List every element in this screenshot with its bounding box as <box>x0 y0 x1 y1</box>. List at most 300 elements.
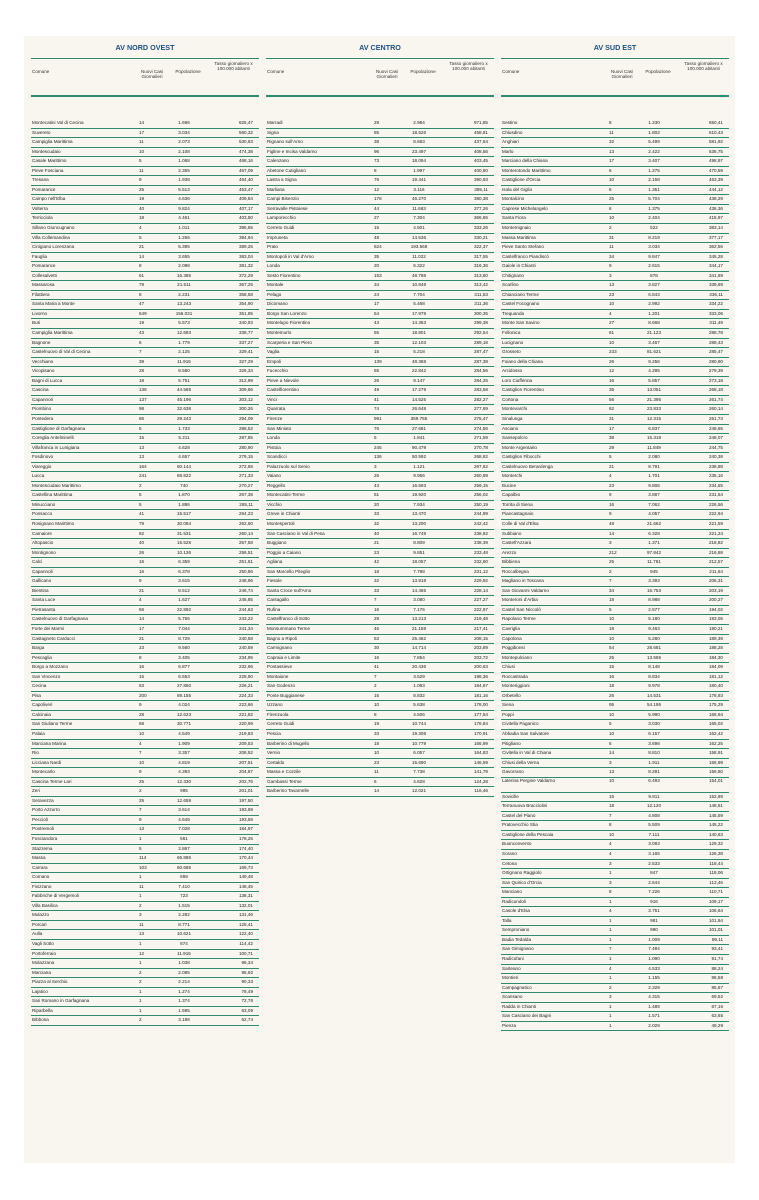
cell-tasso: 453,47 <box>238 186 253 192</box>
cell-popolazione: 5.857 <box>648 377 660 383</box>
cell-nuovi-casi: 164 <box>139 463 147 469</box>
cell-comune: Bibbiena <box>502 559 520 565</box>
table-row <box>31 262 259 272</box>
cell-nuovi-casi: 41 <box>374 396 380 402</box>
cell-comune: Chiusi della Verna <box>502 759 540 765</box>
cell-popolazione: 6.157 <box>648 731 660 736</box>
table-row <box>31 195 259 205</box>
cell-tasso: 264,23 <box>238 511 253 517</box>
cell-popolazione: 4.461 <box>178 215 190 221</box>
cell-popolazione: 2.533 <box>648 860 660 866</box>
cell-popolazione: 3.614 <box>178 807 190 813</box>
table-row <box>266 415 494 425</box>
table-row <box>266 644 494 654</box>
cell-popolazione: 5.280 <box>648 635 660 641</box>
cell-nuovi-casi: 10 <box>609 731 615 736</box>
cell-popolazione: 2.098 <box>178 263 190 269</box>
cell-popolazione: 3.698 <box>648 740 660 746</box>
table-row <box>266 577 494 587</box>
cell-nuovi-casi: 14 <box>609 530 615 536</box>
cell-comune: Pietrasanta <box>32 606 56 612</box>
cell-popolazione: 27.850 <box>176 683 192 689</box>
cell-nuovi-casi: 245 <box>374 444 382 450</box>
cell-nuovi-casi: 28 <box>139 368 145 374</box>
cell-comune: Castagneto Carducci <box>32 635 75 641</box>
cell-comune: Porto Azzurro <box>32 807 60 813</box>
cell-popolazione: 2.355 <box>178 167 190 173</box>
cell-popolazione: 561 <box>180 836 188 842</box>
cell-popolazione: 2.867 <box>178 845 190 851</box>
cell-comune: Buggiano <box>267 540 287 546</box>
cell-tasso: 95,92 <box>241 969 253 975</box>
cell-comune: Manciano <box>502 889 522 895</box>
table-row <box>501 482 729 492</box>
cell-comune: Monsummano Terme <box>267 625 311 631</box>
cell-nuovi-casi: 3 <box>609 879 612 885</box>
cell-nuovi-casi: 73 <box>374 158 380 164</box>
table-row <box>31 797 259 807</box>
cell-nuovi-casi: 8 <box>374 167 377 173</box>
cell-nuovi-casi: 7 <box>609 578 612 584</box>
section-nord-ovest <box>31 36 259 1026</box>
table-row <box>501 549 729 559</box>
cell-tasso: 268,18 <box>708 387 723 393</box>
cell-comune: Londa <box>267 435 280 441</box>
cell-comune: Pontedera <box>32 415 54 421</box>
cell-comune: Quarrata <box>267 406 286 412</box>
cell-tasso: 235,16 <box>708 473 723 479</box>
cell-comune: Castel San Niccolò <box>502 606 541 612</box>
cell-tasso: 222,97 <box>473 606 488 612</box>
table-row <box>501 936 729 946</box>
cell-tasso: 233,48 <box>473 549 488 555</box>
cell-nuovi-casi: 14 <box>139 253 145 259</box>
table-row <box>31 988 259 998</box>
cell-popolazione: 1.886 <box>178 501 190 507</box>
cell-comune: Firenzuola <box>267 711 289 717</box>
cell-popolazione: 847 <box>650 870 658 876</box>
cell-popolazione: 14.525 <box>411 396 427 402</box>
table-row <box>501 682 729 692</box>
cell-nuovi-casi: 38 <box>374 139 380 145</box>
cell-popolazione: 522 <box>650 225 658 231</box>
table-row <box>501 425 729 435</box>
cell-popolazione: 9.147 <box>413 377 425 383</box>
cell-popolazione: 4.657 <box>178 454 190 460</box>
cell-popolazione: 3.827 <box>648 282 660 288</box>
header-popolazione: Popolazione <box>645 69 671 74</box>
cell-comune: Lajatico <box>32 988 48 994</box>
cell-popolazione: 874 <box>180 941 188 947</box>
table-row <box>31 682 259 692</box>
cell-comune: Altopascio <box>32 540 54 546</box>
cell-popolazione: 3.188 <box>178 1017 190 1023</box>
cell-comune: Peccioli <box>32 816 48 822</box>
cell-tasso: 177,54 <box>473 711 488 717</box>
cell-popolazione: 13.243 <box>176 301 192 307</box>
table-row <box>266 358 494 368</box>
table-row <box>501 1012 729 1022</box>
cell-tasso: 190,21 <box>708 625 723 631</box>
cell-tasso: 241,34 <box>238 625 253 631</box>
cell-popolazione: 7.226 <box>648 889 660 895</box>
cell-comune: Greve in Chianti <box>267 511 300 517</box>
cell-popolazione: 5.990 <box>648 711 660 717</box>
table-row <box>501 510 729 520</box>
cell-tasso: 437,64 <box>473 139 488 145</box>
cell-tasso: 289,18 <box>473 339 488 345</box>
cell-nuovi-casi: 1 <box>609 898 612 904</box>
cell-popolazione: 5.704 <box>648 196 660 202</box>
cell-comune: Follonica <box>502 330 521 336</box>
cell-comune: Castelnuovo Berardenga <box>502 463 553 469</box>
cell-popolazione: 48.788 <box>411 272 427 278</box>
table-row <box>31 720 259 730</box>
cell-tasso: 390,93 <box>473 177 488 183</box>
table-row <box>31 740 259 750</box>
cell-comune: Arcidosso <box>502 368 523 374</box>
table-row <box>266 214 494 224</box>
cell-popolazione: 5.395 <box>178 244 190 250</box>
cell-tasso: 272,68 <box>238 463 253 469</box>
table-row <box>31 434 259 444</box>
cell-popolazione: 3.393 <box>648 578 660 584</box>
cell-tasso: 383,04 <box>238 253 253 259</box>
cell-popolazione: 12.330 <box>176 778 192 784</box>
cell-nuovi-casi: 16 <box>609 377 615 383</box>
cell-comune: Lamporecchio <box>267 215 296 221</box>
table-row <box>501 195 729 205</box>
cell-popolazione: 3.405 <box>178 654 190 660</box>
cell-popolazione: 2.992 <box>648 301 660 307</box>
cell-popolazione: 1.627 <box>178 597 190 603</box>
cell-tasso: 377,17 <box>708 234 723 240</box>
cell-nuovi-casi: 18 <box>609 625 615 631</box>
cell-popolazione: 1.266 <box>178 234 190 240</box>
cell-comune: Sesto Fiorentino <box>267 272 301 278</box>
cell-popolazione: 8.810 <box>648 750 660 756</box>
cell-tasso: 208,15 <box>473 635 488 641</box>
cell-popolazione: 9.956 <box>413 473 425 479</box>
cell-tasso: 244,75 <box>708 444 723 450</box>
table-row <box>266 491 494 501</box>
cell-tasso: 234,55 <box>708 482 723 488</box>
cell-popolazione: 11.022 <box>412 253 426 259</box>
cell-comune: Riparbella <box>32 1007 53 1013</box>
header-comune: Comune <box>502 69 520 74</box>
cell-popolazione: 66.886 <box>176 855 192 861</box>
cell-nuovi-casi: 2 <box>139 969 142 975</box>
cell-popolazione: 5.509 <box>648 822 660 828</box>
cell-tasso: 221,82 <box>238 711 253 717</box>
cell-tasso: 227,27 <box>473 597 488 603</box>
cell-comune: Bientina <box>32 587 49 593</box>
table-row <box>31 138 259 148</box>
cell-popolazione: 6.553 <box>178 673 190 679</box>
table-row <box>31 959 259 969</box>
cell-nuovi-casi: 136 <box>374 454 382 460</box>
cell-popolazione: 2.085 <box>178 969 190 975</box>
cell-popolazione: 1.155 <box>648 975 660 981</box>
table-row <box>501 965 729 975</box>
cell-comune: Castel del Piano <box>502 812 536 818</box>
cell-nuovi-casi: 5 <box>139 845 142 851</box>
cell-comune: Certaldo <box>267 759 285 765</box>
cell-comune: Rufina <box>267 606 281 612</box>
cell-popolazione: 6.057 <box>413 750 425 756</box>
cell-popolazione: 9.560 <box>178 645 190 651</box>
table-row <box>501 558 729 568</box>
cell-popolazione: 3.467 <box>648 339 660 345</box>
cell-tasso: 268,82 <box>473 454 488 460</box>
table-row <box>501 348 729 358</box>
cell-tasso: 72,78 <box>241 998 253 1004</box>
cell-comune: Fabbriche di Vergemoli <box>32 893 79 899</box>
cell-tasso: 400,60 <box>473 167 488 173</box>
cell-tasso: 265,11 <box>239 501 253 507</box>
table-row <box>501 310 729 320</box>
cell-tasso: 287,85 <box>238 435 253 441</box>
cell-comune: Chitignano <box>502 272 524 278</box>
cell-comune: Rio <box>32 750 39 756</box>
cell-tasso: 351,85 <box>238 310 253 316</box>
cell-tasso: 240,38 <box>708 454 723 460</box>
cell-nuovi-casi: 11 <box>139 883 144 889</box>
cell-nuovi-casi: 2 <box>609 568 612 574</box>
table-row <box>501 711 729 721</box>
cell-nuovi-casi: 19 <box>374 721 380 727</box>
cell-nuovi-casi: 1 <box>609 927 612 933</box>
table-row <box>501 898 729 908</box>
cell-comune: San Casciano in Val di Pesa <box>267 530 325 536</box>
table-row <box>266 463 494 473</box>
table-row <box>31 549 259 559</box>
table-body <box>31 119 259 1026</box>
cell-tasso: 67,16 <box>711 1003 723 1009</box>
cell-tasso: 334,22 <box>708 301 723 307</box>
cell-tasso: 311,53 <box>474 291 488 297</box>
cell-tasso: 100,71 <box>238 950 253 956</box>
cell-nuovi-casi: 153 <box>374 272 382 278</box>
cell-nuovi-casi: 26 <box>139 549 145 555</box>
header-nuovi-casi: Nuovi Casi Giornalieri <box>140 69 164 80</box>
table-row <box>266 272 494 282</box>
table-body <box>501 119 729 1031</box>
cell-popolazione: 5.751 <box>178 377 190 383</box>
cell-tasso: 86,58 <box>711 975 723 981</box>
cell-nuovi-casi: 2 <box>609 984 612 990</box>
cell-nuovi-casi: 2 <box>374 683 377 689</box>
cell-popolazione: 2.644 <box>648 879 660 885</box>
cell-nuovi-casi: 43 <box>139 330 145 336</box>
cell-comune: Scansano <box>502 994 523 1000</box>
cell-tasso: 180,40 <box>708 683 723 689</box>
cell-nuovi-casi: 61 <box>609 330 615 336</box>
cell-tasso: 287,47 <box>473 349 488 355</box>
cell-comune: Calcinaia <box>32 711 51 717</box>
cell-popolazione: 1.911 <box>648 759 660 765</box>
table-row <box>501 831 729 841</box>
cell-comune: Vinci <box>267 396 277 402</box>
cell-popolazione: 60.685 <box>176 864 192 870</box>
cell-comune: Pomarance <box>32 186 56 192</box>
cell-nuovi-casi: 47 <box>139 301 145 307</box>
cell-popolazione: 12.120 <box>646 803 662 809</box>
cell-comune: Castiglione di Garfagnana <box>32 425 86 431</box>
cell-tasso: 132,01 <box>238 902 253 908</box>
cell-popolazione: 4.057 <box>648 511 660 517</box>
cell-popolazione: 15.528 <box>176 540 192 546</box>
cell-comune: Pomarance <box>32 263 56 269</box>
cell-comune: Scarlino <box>502 282 519 288</box>
cell-nuovi-casi: 32 <box>374 578 380 584</box>
table-row <box>266 606 494 616</box>
cell-nuovi-casi: 4 <box>139 597 142 603</box>
cell-nuovi-casi: 5 <box>139 425 142 431</box>
cell-tasso: 162,42 <box>708 731 723 736</box>
cell-tasso: 148,45 <box>238 883 253 889</box>
cell-comune: Palaia <box>32 731 45 736</box>
cell-tasso: 170,44 <box>238 855 253 861</box>
cell-comune: Londa <box>267 263 280 269</box>
cell-nuovi-casi: 5 <box>609 454 612 460</box>
cell-tasso: 63,09 <box>241 1007 253 1013</box>
cell-nuovi-casi: 8 <box>609 822 612 828</box>
cell-nuovi-casi: 8 <box>374 711 377 717</box>
cell-tasso: 389,25 <box>238 244 253 250</box>
cell-popolazione: 1.779 <box>178 339 190 345</box>
cell-popolazione: 6.359 <box>178 559 190 565</box>
cell-nuovi-casi: 1 <box>139 893 142 899</box>
cell-nuovi-casi: 18 <box>374 740 380 746</box>
cell-tasso: 341,69 <box>708 272 723 278</box>
table-row <box>501 138 729 148</box>
table-row <box>266 539 494 549</box>
cell-tasso: 250,19 <box>473 501 488 507</box>
cell-tasso: 229,92 <box>473 578 488 584</box>
cell-comune: Vaiano <box>267 473 281 479</box>
cell-tasso: 438,29 <box>708 196 723 202</box>
cell-nuovi-casi: 46 <box>374 625 380 631</box>
cell-nuovi-casi: 17 <box>139 129 145 135</box>
cell-nuovi-casi: 10 <box>609 831 615 837</box>
cell-nuovi-casi: 233 <box>609 349 617 355</box>
cell-popolazione: 48.368 <box>411 358 427 364</box>
cell-nuovi-casi: 33 <box>374 731 380 736</box>
cell-tasso: 581,92 <box>708 139 723 145</box>
cell-tasso: 231,12 <box>473 568 488 574</box>
table-row <box>501 329 729 339</box>
cell-comune: Montespertoli <box>267 520 295 526</box>
table-row <box>501 358 729 368</box>
cell-popolazione: 4.649 <box>178 816 190 822</box>
cell-nuovi-casi: 30 <box>374 645 380 651</box>
cell-comune: Castellina Marittima <box>32 492 73 498</box>
cell-comune: Portoferraio <box>32 950 57 956</box>
cell-comune: Capannori <box>32 396 54 402</box>
cell-nuovi-casi: 5 <box>374 435 377 441</box>
cell-popolazione: 3.093 <box>648 841 660 847</box>
cell-nuovi-casi: 2 <box>139 979 142 985</box>
cell-comune: Piancastagnaio <box>502 511 534 517</box>
table-row <box>501 291 729 301</box>
cell-popolazione: 995 <box>180 788 188 794</box>
cell-tasso: 288,52 <box>238 425 253 431</box>
cell-tasso: 470,59 <box>708 167 723 173</box>
cell-tasso: 129,32 <box>708 841 723 847</box>
cell-nuovi-casi: 3 <box>139 912 142 918</box>
cell-comune: Bagni di Lucca <box>32 377 63 383</box>
cell-comune: Uzzano <box>267 702 283 708</box>
header-tasso: Tasso giornaliero x 100.000 abitanti <box>214 61 253 72</box>
table-row <box>266 740 494 750</box>
cell-tasso: 536,75 <box>708 148 723 154</box>
cell-tasso: 474,38 <box>238 148 253 154</box>
cell-popolazione: 981 <box>650 917 658 923</box>
table-row <box>501 243 729 253</box>
cell-popolazione: 44.565 <box>176 387 192 393</box>
table-row <box>501 615 729 625</box>
cell-tasso: 246,74 <box>238 587 253 593</box>
cell-tasso: 277,69 <box>473 406 488 412</box>
cell-popolazione: 5.573 <box>178 320 190 326</box>
cell-tasso: 201,01 <box>238 788 253 794</box>
cell-comune: Cantagallo <box>267 597 289 603</box>
cell-popolazione: 2.577 <box>648 606 660 612</box>
table-row <box>31 816 259 826</box>
cell-comune: San Giuliano Terme <box>32 721 73 727</box>
table-row <box>266 186 494 196</box>
cell-popolazione: 23.497 <box>411 148 427 154</box>
cell-popolazione: 30.084 <box>176 520 192 526</box>
cell-nuovi-casi: 18 <box>609 597 615 603</box>
table-row <box>31 1007 259 1017</box>
table-row <box>266 596 494 606</box>
cell-comune: Bucine <box>502 482 517 488</box>
cell-nuovi-casi: 13 <box>139 454 145 460</box>
cell-comune: Buti <box>32 320 40 326</box>
cell-comune: Prato <box>267 244 278 250</box>
cell-popolazione: 3.034 <box>178 129 190 135</box>
cell-nuovi-casi: 26 <box>609 358 615 364</box>
cell-tasso: 339,69 <box>708 282 723 288</box>
cell-comune: Molazzana <box>32 960 55 966</box>
cell-tasso: 219,48 <box>473 616 488 622</box>
table-row <box>31 463 259 473</box>
cell-comune: Montale <box>267 282 284 288</box>
cell-comune: Massa e Cozzile <box>267 769 301 775</box>
cell-nuovi-casi: 23 <box>374 759 380 765</box>
cell-tasso: 271,33 <box>238 473 253 479</box>
cell-nuovi-casi: 96 <box>374 148 380 154</box>
cell-comune: Chianciano Terme <box>502 291 539 297</box>
cell-tasso: 300,26 <box>238 406 253 412</box>
cell-popolazione: 4.808 <box>648 812 660 818</box>
table-row <box>501 840 729 850</box>
cell-tasso: 280,90 <box>238 444 253 450</box>
cell-tasso: 610,43 <box>708 129 723 135</box>
cell-tasso: 309,66 <box>238 387 253 393</box>
cell-tasso: 248,07 <box>708 435 723 441</box>
cell-comune: Pontremoli <box>32 826 54 832</box>
cell-nuovi-casi: 1 <box>139 874 142 880</box>
cell-nuovi-casi: 10 <box>139 731 145 736</box>
table-row <box>31 635 259 645</box>
cell-tasso: 285,47 <box>708 349 723 355</box>
cell-comune: Civitella Paganico <box>502 721 539 727</box>
cell-comune: Colle di Val d'Elsa <box>502 520 539 526</box>
cell-popolazione: 5.218 <box>413 349 425 355</box>
